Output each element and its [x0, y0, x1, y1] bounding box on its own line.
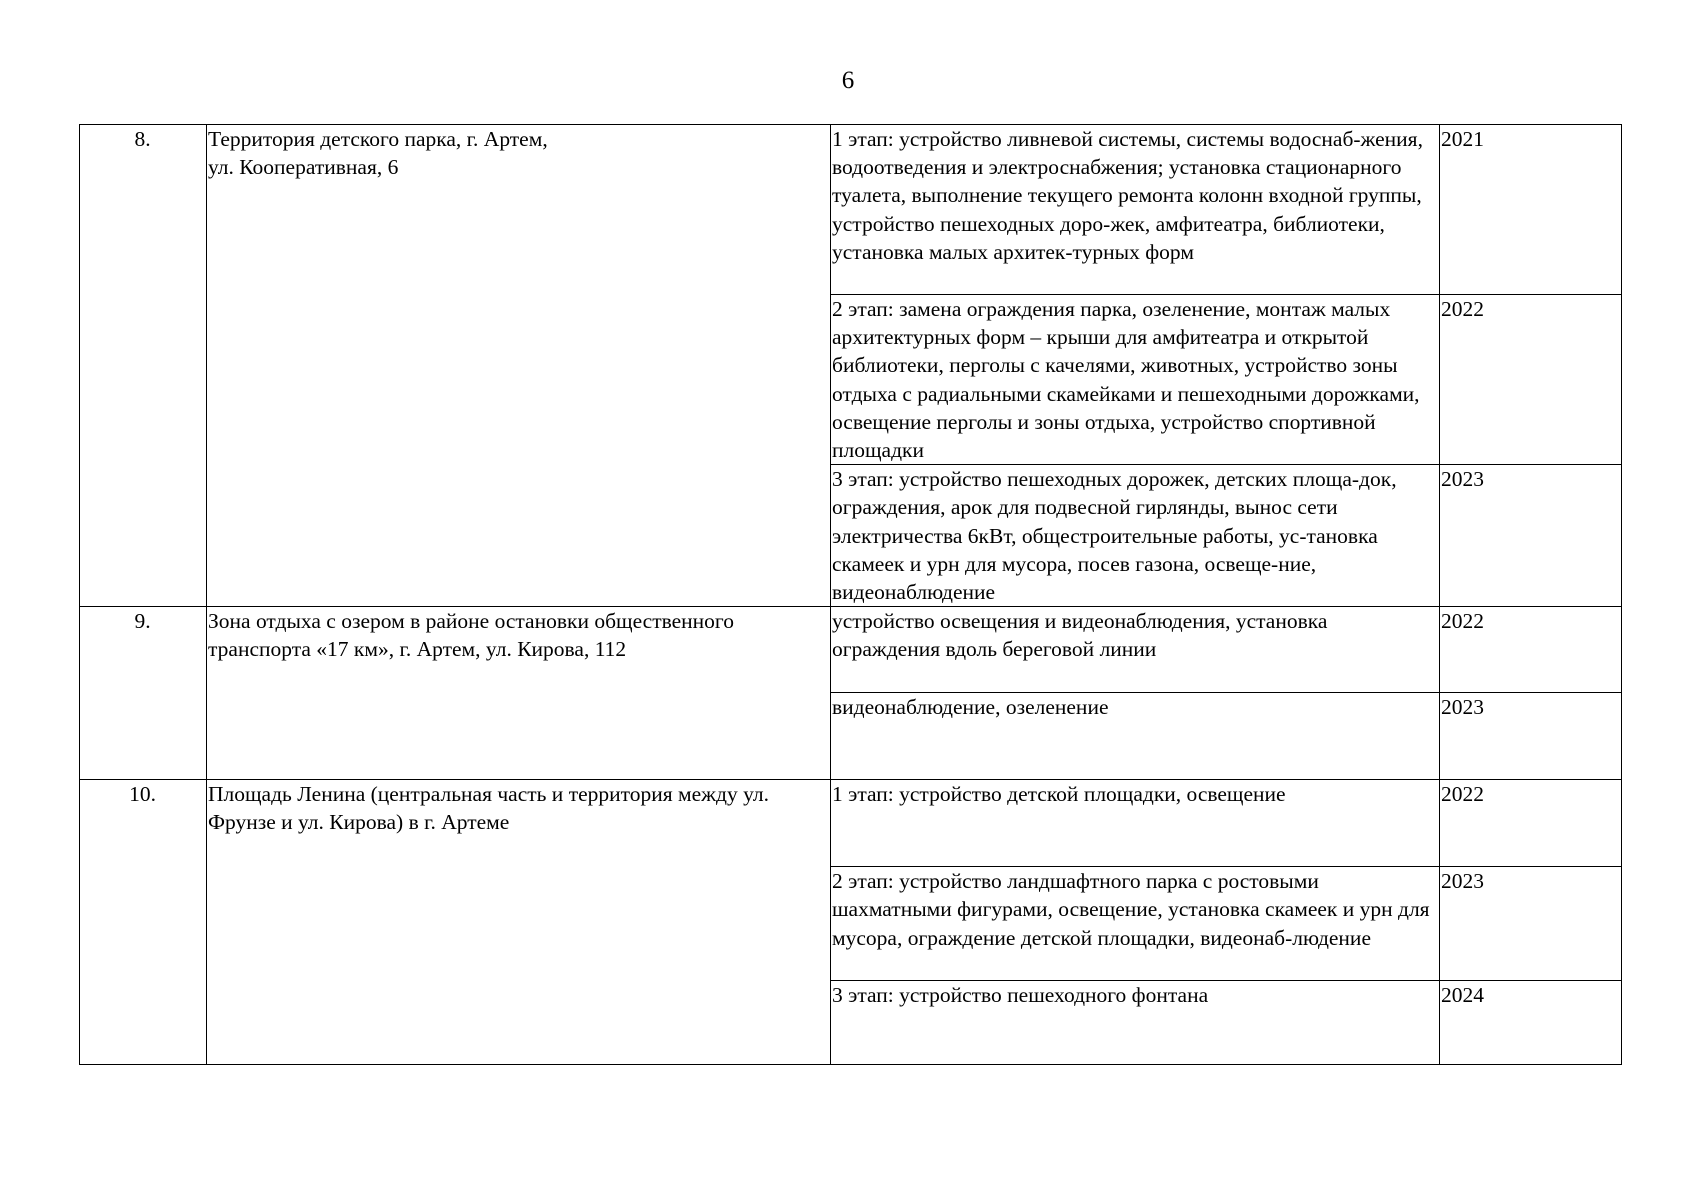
page-number: 6 [841, 67, 855, 94]
work-cell [831, 125, 1440, 295]
table-row [80, 607, 1622, 693]
work-description: устройство освещения и видеонаблюдения, установка ограждения вдоль береговой линии [832, 609, 1328, 662]
work-description: 1 этап: устройство ливневой системы, системы водоснаб-жения, водоотведения и электроснабжения; установка стационарного туалета, выполнение текущего ремонта колонн входной группы, устройство пешеходных доро-жек, амфитеатра, библиотеки, установка малых архитек-турных форм [832, 127, 1423, 264]
year-cell: 2023 [1440, 693, 1622, 780]
year-cell: 2024 [1440, 981, 1622, 1065]
work-description: 3 этап: устройство пешеходных дорожек, детских площа-док, ограждения, арок для подвесной гирлянды, вынос сети электричества 6кВт, общестроительные работы, ус-тановка скамеек и урн для мусора, посев газона, освеще-ние, видеонаблюдение [832, 467, 1397, 605]
work-cell [831, 607, 1440, 693]
year-cell: 2022 [1440, 607, 1622, 693]
row-number: 10. [80, 780, 207, 1065]
year-cell: 2023 [1440, 867, 1622, 981]
object-cell [207, 125, 831, 607]
work-cell [831, 867, 1440, 981]
row-number: 9. [80, 607, 207, 780]
work-description: 3 этап: устройство пешеходного фонтана [832, 983, 1209, 1008]
work-cell [831, 981, 1440, 1065]
row-number: 8. [80, 125, 207, 607]
year-cell: 2022 [1440, 295, 1622, 465]
work-cell [831, 693, 1440, 780]
works-table [79, 124, 1622, 1065]
year-cell: 2023 [1440, 465, 1622, 607]
work-cell [831, 780, 1440, 867]
table-row [80, 125, 1622, 295]
work-description: 2 этап: устройство ландшафтного парка с ростовыми шахматными фигурами, освещение, установка скамеек и урн для мусора, ограждение детской площадки, видеонаб-людение [832, 869, 1430, 950]
work-description: 1 этап: устройство детской площадки, освещение [832, 782, 1286, 807]
work-cell [831, 465, 1440, 607]
work-description: 2 этап: замена ограждения парка, озеленение, монтаж малых архитектурных форм – крыши для амфитеатра и открытой библиотеки, перголы с качелями, животных, устройство зоны отдыха с радиальными скамейками и пешеходными дорожками, освещение перголы и зоны отдыха, устройство спортивной площадки [832, 297, 1420, 463]
table-row [80, 780, 1622, 867]
work-cell [831, 295, 1440, 465]
work-description: видеонаблюдение, озеленение [832, 695, 1109, 720]
object-name: Площадь Ленина (центральная часть и территория между ул. Фрунзе и ул. Кирова) в г. Артеме [208, 782, 769, 835]
year-cell: 2021 [1440, 125, 1622, 295]
object-name: Зона отдыха с озером в районе остановки общественного транспорта «17 км», г. Артем, ул. Кирова, 112 [208, 609, 734, 662]
object-cell [207, 780, 831, 1065]
year-cell: 2022 [1440, 780, 1622, 867]
object-name: Территория детского парка, г. Артем, ул. Кооперативная, 6 [208, 127, 548, 180]
object-cell [207, 607, 831, 780]
